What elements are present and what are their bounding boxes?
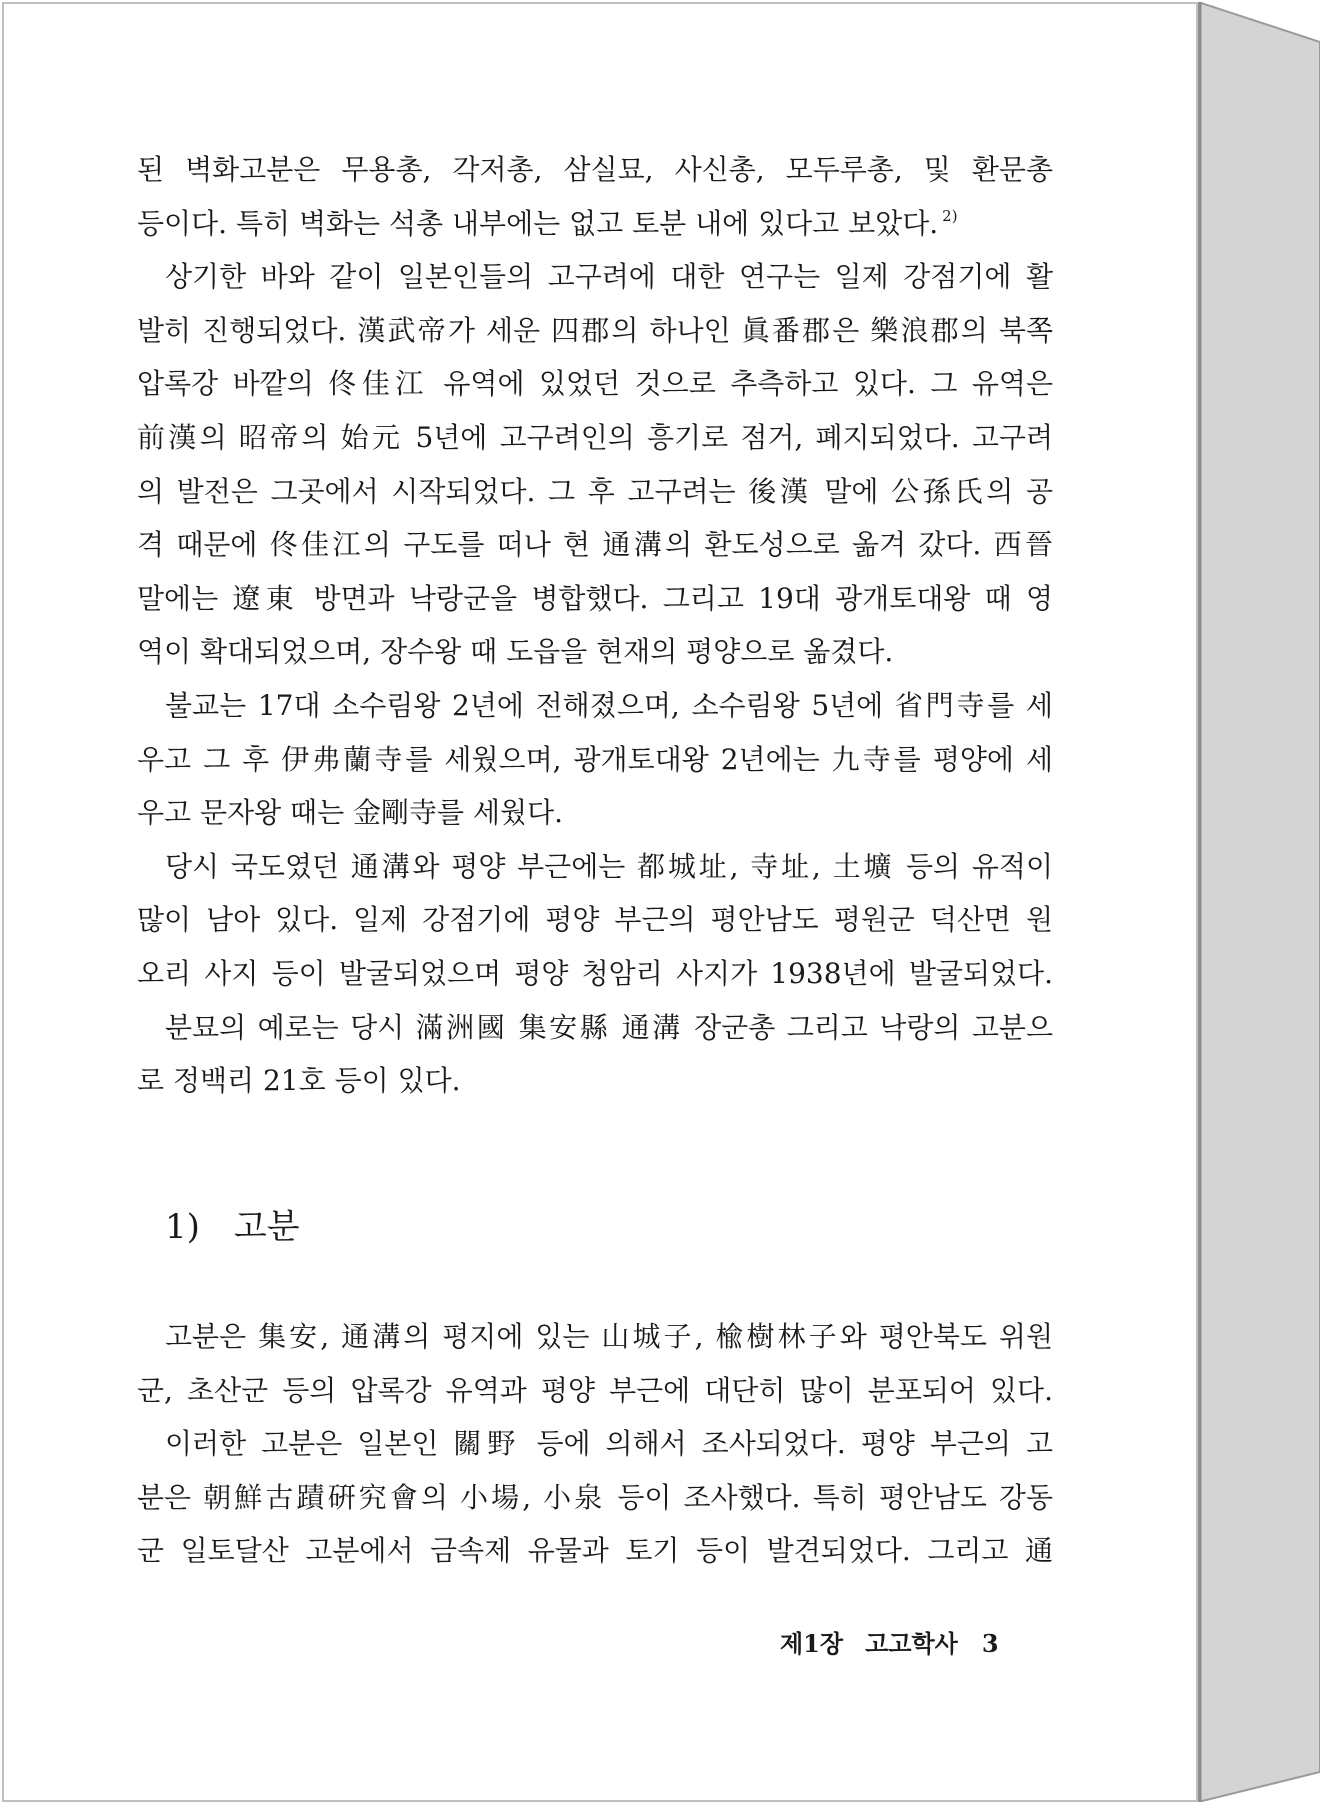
text-line: 분묘의 예로는 당시 滿洲國 集安縣 通溝 장군총 그리고 낙랑의 고분으	[165, 1010, 1053, 1044]
text-line: 역이 확대되었으며, 장수왕 때 도읍을 현재의 평양으로 옮겼다.	[137, 635, 894, 669]
text-line: 前漢의 昭帝의 始元 5년에 고구려인의 흥기로 점거, 폐지되었다. 고구려	[137, 420, 1053, 454]
footnote-reference: 2)	[942, 206, 958, 225]
page-stack-edge	[1198, 2, 1320, 1802]
text-line: 당시 국도였던 通溝와 평양 부근에는 都城址, 寺址, 土壙 등의 유적이	[165, 849, 1053, 883]
text-line: 군 일토달산 고분에서 금속제 유물과 토기 등이 발견되었다. 그리고 通	[137, 1534, 1053, 1568]
text-line: 우고 문자왕 때는 金剛寺를 세웠다.	[137, 796, 564, 830]
chapter-title: 고고학사	[865, 1629, 958, 1658]
text-line: 등이다. 특히 벽화는 석총 내부에는 없고 토분 내에 있다고 보았다. $^{2)}$	[137, 206, 958, 240]
text-line: 발히 진행되었다. 漢武帝가 세운 四郡의 하나인 眞番郡은 樂浪郡의 북쪽	[137, 313, 1053, 347]
text-line: 말에는 遼東 방면과 낙랑군을 병합했다. 그리고 19대 광개토대왕 때 영	[137, 581, 1053, 615]
text-line: 의 발전은 그곳에서 시작되었다. 그 후 고구려는 後漢 말에 公孫氏의 공	[137, 474, 1053, 508]
text-line: 이러한 고분은 일본인 關野 등에 의해서 조사되었다. 평양 부근의 고	[165, 1427, 1053, 1461]
text-line: 우고 그 후 伊弗蘭寺를 세웠으며, 광개토대왕 2년에는 九寺를 평양에 세	[137, 742, 1053, 776]
chapter-label: 제1장	[780, 1629, 844, 1658]
text-line: 고분은 集安, 通溝의 평지에 있는 山城子, 楡樹林子와 평안북도 위원	[165, 1320, 1053, 1353]
text-line: 오리 사지 등이 발굴되었으며 평양 청암리 사지가 1938년에 발굴되었다.	[137, 956, 1053, 990]
text-line: 된 벽화고분은 무용총, 각저총, 삼실묘, 사신총, 모두루총, 및 환문총	[137, 153, 1053, 186]
page-stack-face	[1198, 2, 1320, 1802]
main-text-lower	[137, 1310, 1053, 1578]
text-line: 많이 남아 있다. 일제 강점기에 평양 부근의 평안남도 평원군 덕산면 원	[137, 903, 1053, 937]
section-heading	[165, 1202, 300, 1252]
main-text-upper	[137, 143, 1053, 1108]
section-title: 고분	[233, 1207, 300, 1247]
page-footer	[780, 1626, 999, 1662]
text-line: 불교는 17대 소수림왕 2년에 전해졌으며, 소수림왕 5년에 省門寺를 세	[165, 688, 1053, 722]
text-line: 로 정백리 21호 등이 있다.	[137, 1064, 461, 1098]
text-line: 격 때문에 佟佳江의 구도를 떠나 현 通溝의 환도성으로 옮겨 갔다. 西晉	[137, 528, 1053, 562]
text-line: 분은 朝鮮古蹟硏究會의 小場, 小泉 등이 조사했다. 특히 평안남도 강동	[137, 1480, 1053, 1514]
text-line: 상기한 바와 같이 일본인들의 고구려에 대한 연구는 일제 강점기에 활	[165, 260, 1053, 294]
page-number: 3	[981, 1629, 999, 1658]
text-line: 압록강 바깥의 佟佳江 유역에 있었던 것으로 추측하고 있다. 그 유역은	[137, 367, 1053, 401]
section-number: 1)	[165, 1207, 200, 1247]
text-line: 군, 초산군 등의 압록강 유역과 평양 부근에 대단히 많이 분포되어 있다.	[137, 1373, 1053, 1407]
